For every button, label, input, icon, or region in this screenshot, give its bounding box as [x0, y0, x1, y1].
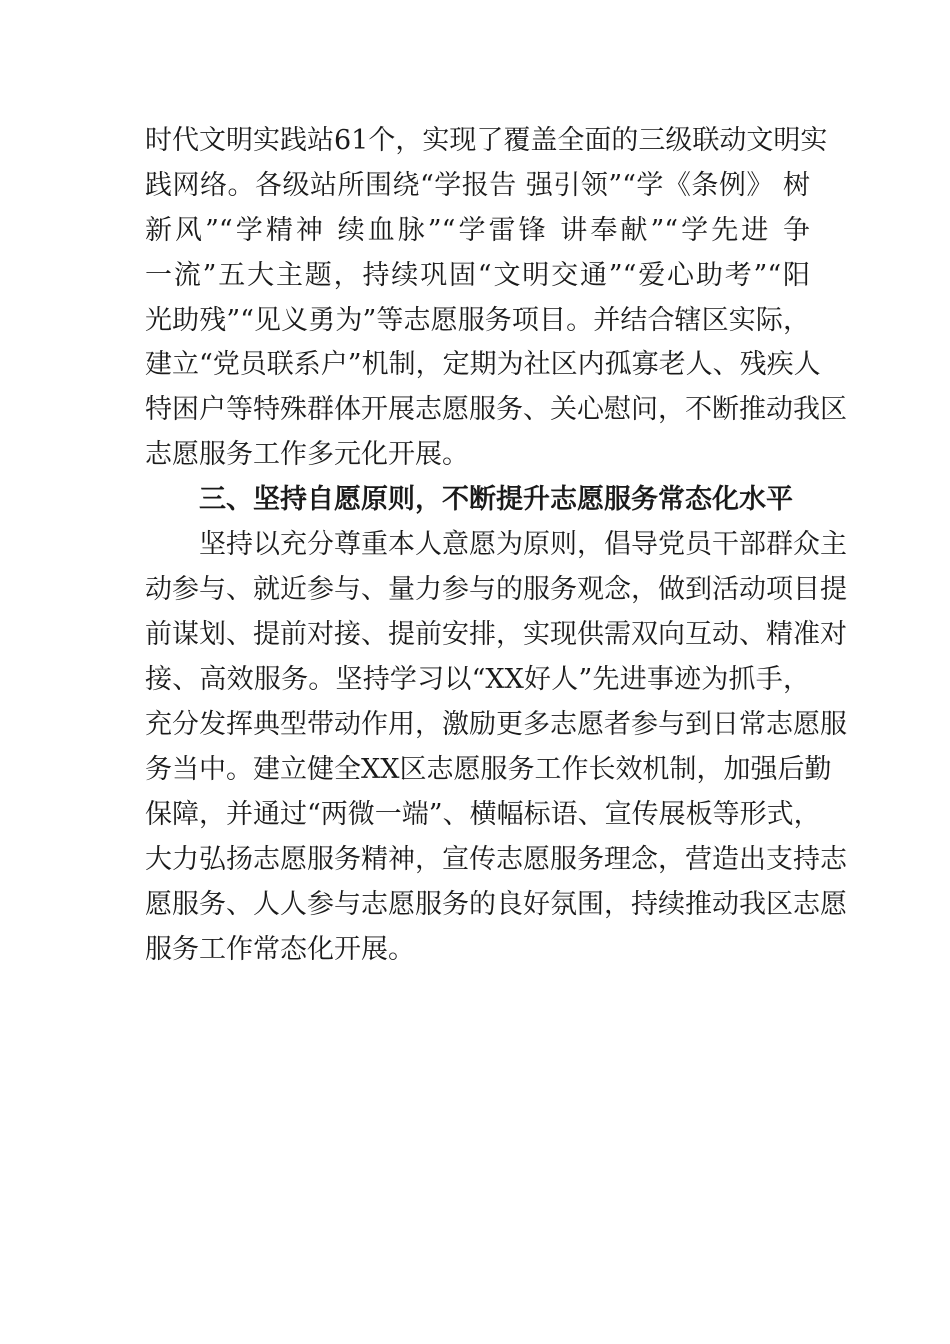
- paragraph-line: 充分发挥典型带动作用，激励更多志愿者参与到日常志愿服: [145, 709, 847, 740]
- paragraph-line: 坚持以充分尊重本人意愿为原则，倡导党员干部群众主: [199, 529, 847, 560]
- paragraph-line: 时代文明实践站61个，实现了覆盖全面的三级联动文明实: [145, 125, 828, 156]
- paragraph-line: 一流”五大主题，持续巩固“文明交通”“爱心助考”“阳: [145, 260, 810, 291]
- paragraph-line: 光助残”“见义勇为”等志愿服务项目。并结合辖区实际，: [145, 305, 810, 336]
- paragraph-line: 保障，并通过“两微一端”、横幅标语、宣传展板等形式，: [145, 799, 821, 830]
- paragraph-line: 特困户等特殊群体开展志愿服务、关心慰问，不断推动我区: [145, 394, 847, 425]
- paragraph-line: 接、高效服务。坚持学习以“XX好人”先进事迹为抓手，: [145, 664, 810, 695]
- paragraph-line: 务当中。建立健全XX区志愿服务工作长效机制，加强后勤: [145, 754, 832, 785]
- paragraph-line: 愿服务、人人参与志愿服务的良好氛围，持续推动我区志愿: [145, 889, 847, 920]
- paragraph-line: 志愿服务工作多元化开展。: [145, 439, 469, 470]
- paragraph-line: 新风”“学精神 续血脉”“学雷锋 讲奉献”“学先进 争: [145, 215, 810, 246]
- paragraph-line: 建立“党员联系户”机制，定期为社区内孤寡老人、残疾人: [145, 349, 821, 380]
- paragraph-line: 服务工作常态化开展。: [145, 934, 415, 965]
- paragraph-line: 前谋划、提前对接、提前安排，实现供需双向互动、精准对: [145, 619, 847, 650]
- paragraph-line: 践网络。各级站所围绕“学报告 强引领”“学《条例》 树: [145, 170, 810, 201]
- section-heading: 三、坚持自愿原则，不断提升志愿服务常态化水平: [199, 484, 793, 515]
- paragraph-line: 动参与、就近参与、量力参与的服务观念，做到活动项目提: [145, 574, 847, 605]
- paragraph-line: 大力弘扬志愿服务精神，宣传志愿服务理念，营造出支持志: [145, 844, 847, 875]
